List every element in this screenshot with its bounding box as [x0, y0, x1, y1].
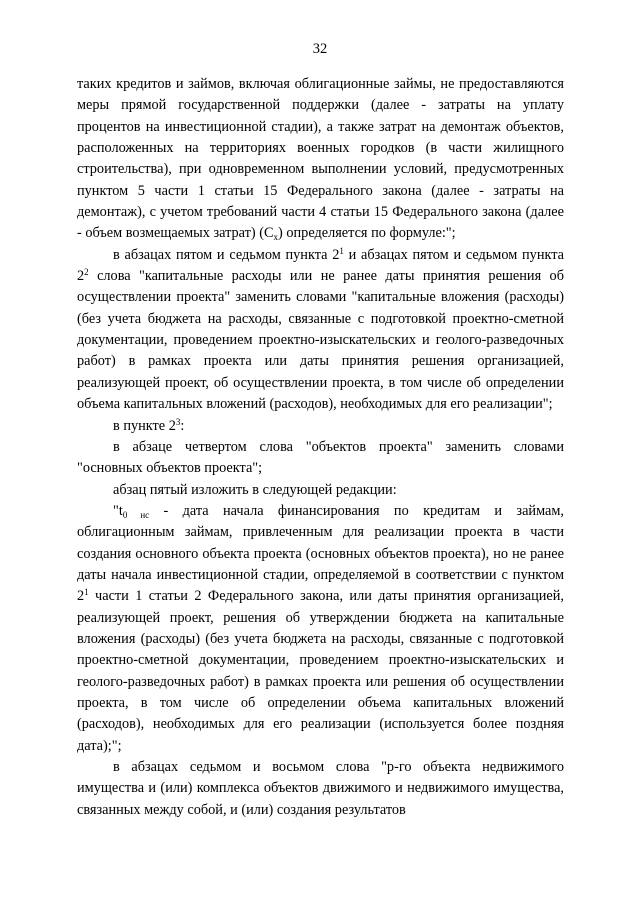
paragraph-text: в пункте 2 — [113, 417, 176, 434]
paragraph-text: и абзацах пятом и седьмом пункта 2 — [77, 246, 564, 285]
subscript-0-ns: 0 нс — [122, 509, 150, 520]
paragraph-text: "t — [113, 502, 123, 519]
superscript: 3 — [175, 416, 181, 427]
paragraph-abzac-4: в абзаце четвертом слова "объектов проекта" заменить словами "основных объектов проекта"; — [77, 438, 564, 477]
superscript: 1 — [84, 587, 89, 598]
paragraph-text: ) определяется по формуле:"; — [278, 225, 456, 242]
page-number: 32 — [312, 41, 328, 57]
paragraph-text: части 1 статьи 2 Федерального закона, или даты принятия организацией, реализующей проект, решения об утверждении бюджета на капитальные вложения (расходы) (без учета бюджета на расходы, связанные с подготовкой проектно-сметной документации, проведением проектно-изыскательских и геолого-разведочных работ) в рамках проекта или решения об осуществлении проекта, в том числе об определении объема капитальных вложений (расходов), необходимых для его реализации (используется более поздняя дата);"; — [77, 588, 564, 754]
paragraph-text: - дата начала финансирования по кредитам и займам, облигационным займам, привлеченным для реализации проекта в части создания основного объекта проекта (основных объектов проекта), но не ранее даты начала инвестиционной стадии, определяемой в соответствии с пунктом 2 — [77, 502, 564, 605]
paragraph-abzac-7-8: в абзацах седьмом и восьмом слова "р-го объекта недвижимого имущества и (или) комплекса объектов движимого и недвижимого имущества, связанных между собой, и (или) создания результатов — [77, 759, 564, 818]
paragraph-continuation — [77, 74, 564, 245]
paragraph-text: в абзацах пятом и седьмом пункта 2 — [113, 246, 340, 263]
paragraph-abzac-5-intro: абзац пятый изложить в следующей редакции: — [113, 481, 397, 498]
paragraph-t0-definition — [77, 501, 564, 757]
superscript: 1 — [339, 245, 344, 256]
paragraph-amendment-points-2-1-2-2 — [77, 245, 564, 416]
document-body — [77, 74, 564, 821]
paragraph-point-2-3 — [77, 416, 564, 437]
paragraph-text: слова "капитальные расходы или не ранее даты принятия решения об осуществлении проекта" заменить словами "капитальные вложения (расходы) (без учета бюджета на расходы, связанные с подготовкой проектно-сметной документации, проведением проектно-изыскательских и геолого-разведочных работ) в рамках проекта или даты принятия решения организацией, реализующей проект, об осуществлении проекта, в том числе об определении объема капитальных вложений (расходов), необходимых для его реализации"; — [77, 268, 564, 413]
paragraph-text: : — [180, 417, 185, 434]
superscript: 2 — [84, 267, 89, 278]
paragraph-text: таких кредитов и займов, включая облигационные займы, не предоставляются меры прямой государственной поддержки (далее - затраты на уплату процентов на инвестиционной стадии), а также затрат на демонтаж объектов, расположенных на территориях военных городков (в части жилищного строительства), при одновременном выполнении условий, предусмотренных пунктом 5 части 1 статьи 15 Федерального закона (далее - затраты на демонтаж), с учетом требований части 4 статьи 15 Федерального закона (далее - объем возмещаемых затрат) (С — [77, 76, 564, 242]
subscript-x: х — [273, 232, 279, 243]
